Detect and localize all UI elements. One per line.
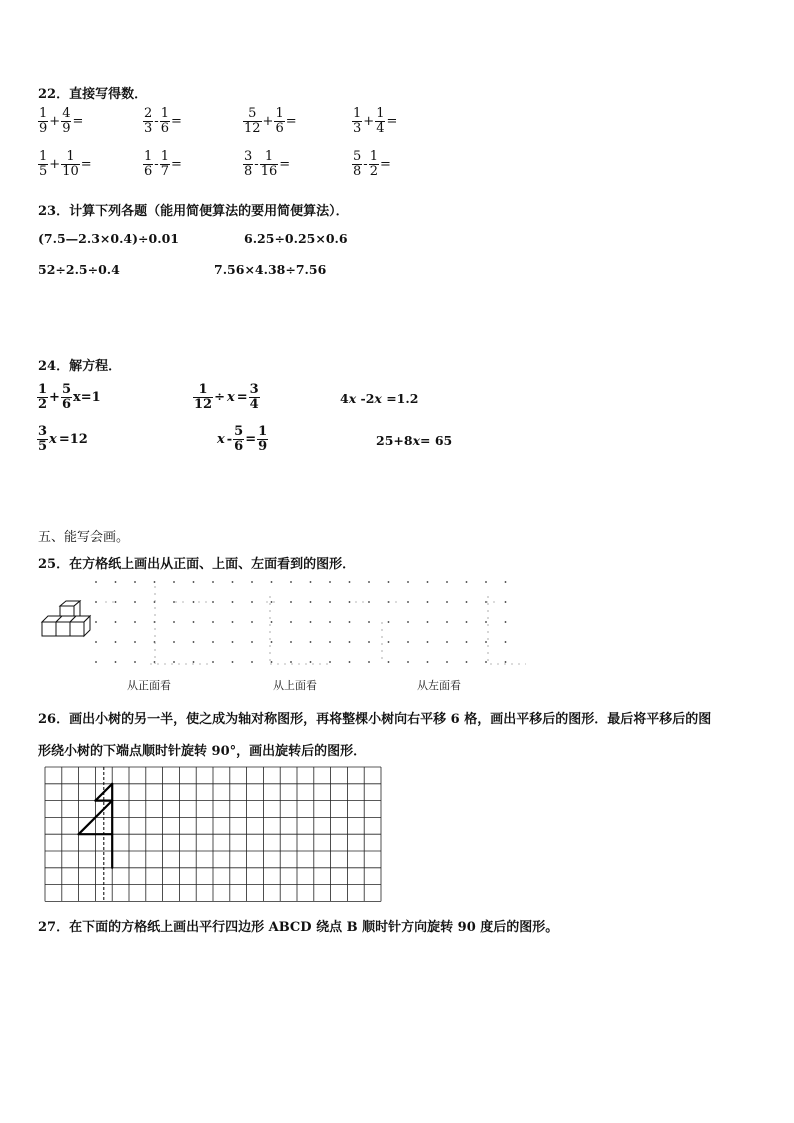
grid-dot <box>427 621 429 623</box>
grid-dot <box>349 621 351 623</box>
frac-num: 3 <box>38 424 48 439</box>
frac-num: 1 <box>353 106 362 121</box>
operator: - <box>154 157 159 172</box>
grid-dot <box>329 641 331 643</box>
grid-dot <box>368 621 370 623</box>
grid-dot <box>329 621 331 623</box>
operator: - <box>254 157 259 172</box>
frac-num: 1 <box>39 149 48 164</box>
frac-num: 3 <box>249 382 259 397</box>
tree-grid-paper <box>44 766 384 902</box>
q22-expression <box>143 150 183 179</box>
grid-dot <box>95 641 97 643</box>
operator: + <box>363 114 375 129</box>
operator: - <box>226 432 233 447</box>
grid-dot <box>271 641 273 643</box>
q24-equation-1 <box>37 383 102 412</box>
q23-item-2: 6.25÷0.25×0.6 <box>244 231 348 246</box>
q23-item-4: 7.56×4.38÷7.56 <box>214 262 327 277</box>
q26-title-line1: 26．画出小树的另一半，使之成为轴对称图形，再将整棵小树向右平移 6 格，画出平移后的图形．最后将平移后的图 <box>38 712 712 727</box>
top-view-label: 从上面看 <box>273 679 317 692</box>
grid-dot <box>368 641 370 643</box>
operator: + <box>49 390 60 405</box>
frac-num: 1 <box>258 424 268 439</box>
frac-den: 6 <box>160 121 169 136</box>
q22-expression <box>352 150 392 179</box>
grid-dot <box>115 601 117 603</box>
grid-dot <box>388 661 390 663</box>
grid-dot <box>173 581 175 583</box>
grid-dot <box>310 661 312 663</box>
grid-dot <box>115 581 117 583</box>
q22-title: 22．直接写得数． <box>38 87 148 102</box>
equals-sign: = <box>170 114 182 129</box>
grid-dot <box>329 601 331 603</box>
variable: x <box>374 391 382 406</box>
grid-dot <box>95 601 97 603</box>
grid-dot <box>251 581 253 583</box>
grid-dot <box>193 581 195 583</box>
grid-dot <box>485 641 487 643</box>
grid-dot <box>193 661 195 663</box>
grid-dot <box>505 661 507 663</box>
frac-num: 5 <box>353 149 362 164</box>
fraction <box>38 150 48 179</box>
grid-dot <box>446 621 448 623</box>
frac-den: 2 <box>38 397 48 412</box>
grid-dot <box>134 661 136 663</box>
equals-sign: = <box>236 390 248 405</box>
frac-den: 8 <box>244 164 253 179</box>
frac-num: 1 <box>160 106 169 121</box>
equals-sign: = <box>80 157 92 172</box>
frac-num: 1 <box>260 150 279 165</box>
fraction <box>352 150 362 179</box>
grid-dot <box>310 621 312 623</box>
fraction <box>352 107 362 136</box>
q24-equation-3 <box>340 391 418 406</box>
equals-sign: = <box>245 432 257 447</box>
left-view-label: 从左面看 <box>417 679 461 692</box>
grid-dot <box>310 641 312 643</box>
grid-dot <box>134 581 136 583</box>
grid-dot <box>290 641 292 643</box>
grid-dot <box>388 621 390 623</box>
grid-dot <box>310 581 312 583</box>
grid-dot <box>232 601 234 603</box>
grid-dot <box>212 601 214 603</box>
grid-dot <box>349 601 351 603</box>
section-title: 五、能写会画。 <box>38 530 130 545</box>
frac-den: 6 <box>234 439 244 454</box>
q24-title: 24．解方程． <box>38 359 122 374</box>
grid-dot <box>95 581 97 583</box>
grid-dot <box>212 641 214 643</box>
front-view-label: 从正面看 <box>127 679 171 692</box>
frac-num: 1 <box>369 149 378 164</box>
fraction <box>143 150 153 179</box>
operator: - <box>363 157 368 172</box>
grid-dot <box>427 661 429 663</box>
equation-tail: =1.2 <box>381 391 419 406</box>
equals-sign: = <box>285 114 297 129</box>
q23-title: 23．计算下列各题（能用简便算法的要用简便算法）． <box>38 204 349 219</box>
equals-sign: = <box>170 157 182 172</box>
grid-dot <box>388 641 390 643</box>
grid-dot <box>271 601 273 603</box>
frac-den: 5 <box>38 439 48 454</box>
equation-tail: =12 <box>58 432 88 447</box>
frac-num: 2 <box>144 106 153 121</box>
fraction <box>243 150 253 179</box>
frac-den: 6 <box>144 164 153 179</box>
grid-dot <box>271 581 273 583</box>
frac-den: 5 <box>39 164 48 179</box>
coefficient: 25+8 <box>376 433 413 448</box>
q26-title-line2: 形绕小树的下端点顺时针旋转 90°，画出旋转后的图形． <box>38 744 367 759</box>
frac-den: 12 <box>194 397 213 412</box>
variable: x <box>49 432 57 447</box>
dot-grid-paper <box>90 576 530 672</box>
equals-sign: = <box>72 114 84 129</box>
operator: ÷ <box>214 390 225 405</box>
frac-den: 6 <box>61 397 71 412</box>
equation-tail: x=1 <box>73 390 101 405</box>
frac-num: 1 <box>193 383 213 398</box>
variable: x <box>348 391 357 406</box>
grid-dot <box>505 601 507 603</box>
grid-dot <box>485 621 487 623</box>
frac-den: 8 <box>353 164 362 179</box>
grid-dot <box>427 641 429 643</box>
grid-dot <box>349 641 351 643</box>
fraction <box>61 107 71 136</box>
grid-dot <box>427 601 429 603</box>
grid-dot <box>173 621 175 623</box>
grid-dot <box>407 581 409 583</box>
grid-dot <box>329 581 331 583</box>
frac-den: 9 <box>258 439 268 454</box>
frac-num: 1 <box>275 106 284 121</box>
grid-dot <box>446 581 448 583</box>
grid-dot <box>173 601 175 603</box>
grid-dot <box>95 661 97 663</box>
grid-dot <box>505 641 507 643</box>
equals-sign: = <box>379 157 391 172</box>
frac-den: 7 <box>160 164 169 179</box>
grid-dot <box>466 581 468 583</box>
grid-dot <box>251 661 253 663</box>
equation-tail: = 65 <box>420 433 453 448</box>
fraction <box>274 107 284 136</box>
q22-expression <box>143 107 183 136</box>
grid-dot <box>232 641 234 643</box>
frac-den: 2 <box>369 164 378 179</box>
frac-num: 5 <box>243 107 262 122</box>
grid-dot <box>232 621 234 623</box>
variable: x <box>412 433 421 448</box>
grid-dot <box>466 601 468 603</box>
grid-dot <box>349 661 351 663</box>
q23-item-3: 52÷2.5÷0.4 <box>38 262 120 277</box>
frac-den: 12 <box>244 121 261 136</box>
grid-dot <box>485 661 487 663</box>
grid-dot <box>290 581 292 583</box>
frac-num: 4 <box>62 106 71 121</box>
coefficient: -2 <box>356 391 375 406</box>
grid-dot <box>251 601 253 603</box>
q24-equation-5 <box>216 425 268 454</box>
grid-dot <box>329 661 331 663</box>
grid-dot <box>115 641 117 643</box>
frac-den: 9 <box>39 121 48 136</box>
grid-dot <box>407 601 409 603</box>
frac-num: 1 <box>144 149 153 164</box>
fraction <box>375 107 385 136</box>
grid-dot <box>310 601 312 603</box>
grid-dot <box>212 581 214 583</box>
frac-num: 1 <box>160 149 169 164</box>
grid-dot <box>505 581 507 583</box>
grid-dot <box>368 581 370 583</box>
operator: + <box>49 114 61 129</box>
grid-dot <box>271 661 273 663</box>
q23-item-1: (7.5—2.3×0.4)÷0.01 <box>38 231 179 246</box>
grid-dot <box>173 661 175 663</box>
frac-num: 5 <box>61 382 71 397</box>
frac-den: 10 <box>62 164 79 179</box>
q22-expression <box>352 107 398 136</box>
grid-dot <box>251 621 253 623</box>
fraction <box>369 150 379 179</box>
frac-num: 1 <box>38 382 48 397</box>
grid-dot <box>446 661 448 663</box>
operator: + <box>49 157 61 172</box>
grid-dot <box>290 621 292 623</box>
grid-dot <box>115 621 117 623</box>
operator: - <box>154 114 159 129</box>
q25-title: 25．在方格纸上画出从正面、上面、左面看到的图形． <box>38 557 356 572</box>
variable: x <box>217 432 225 447</box>
grid-dot <box>232 581 234 583</box>
q22-expression <box>38 150 93 179</box>
grid-dot <box>212 621 214 623</box>
grid-dot <box>388 581 390 583</box>
grid-dot <box>193 621 195 623</box>
grid-dot <box>154 581 156 583</box>
grid-dot <box>485 581 487 583</box>
frac-num: 1 <box>39 106 48 121</box>
grid-dot <box>407 621 409 623</box>
q24-equation-6 <box>376 433 452 448</box>
grid-dot <box>446 641 448 643</box>
frac-den: 9 <box>62 121 71 136</box>
grid-dot <box>368 661 370 663</box>
q22-expression <box>243 150 291 179</box>
grid-dot <box>95 621 97 623</box>
operator: + <box>262 114 274 129</box>
grid-dot <box>134 621 136 623</box>
grid-dot <box>466 641 468 643</box>
variable: x <box>227 390 235 405</box>
q22-expression <box>243 107 298 136</box>
grid-dot <box>407 661 409 663</box>
fraction <box>160 107 170 136</box>
grid-dot <box>466 661 468 663</box>
grid-dot <box>173 641 175 643</box>
fraction <box>38 107 48 136</box>
grid-dot <box>290 601 292 603</box>
grid-dot <box>212 661 214 663</box>
grid-dot <box>251 641 253 643</box>
fraction <box>61 150 80 179</box>
equals-sign: = <box>386 114 398 129</box>
frac-den: 4 <box>249 397 259 412</box>
q22-expression <box>38 107 84 136</box>
grid-dot <box>466 621 468 623</box>
fraction <box>143 107 153 136</box>
grid-dot <box>115 661 117 663</box>
frac-den: 16 <box>260 164 278 179</box>
grid-dot <box>407 641 409 643</box>
coefficient: 4 <box>340 391 349 406</box>
grid-dot <box>271 621 273 623</box>
frac-den: 6 <box>275 121 284 136</box>
grid-dot <box>193 601 195 603</box>
frac-den: 3 <box>353 121 362 136</box>
grid-dot <box>290 661 292 663</box>
equals-sign: = <box>279 157 291 172</box>
grid-dot <box>505 621 507 623</box>
grid-dot <box>349 581 351 583</box>
grid-dot <box>154 661 156 663</box>
grid-dot <box>193 641 195 643</box>
fraction <box>243 107 262 136</box>
frac-num: 1 <box>61 150 80 165</box>
q24-equation-4 <box>37 425 89 454</box>
q24-equation-2 <box>193 383 260 412</box>
grid-dot <box>232 661 234 663</box>
frac-num: 1 <box>376 106 385 121</box>
grid-dot <box>134 641 136 643</box>
q27-title: 27．在下面的方格纸上画出平行四边形 ABCD 绕点 B 顺时针方向旋转 90 度后的图形。 <box>38 920 559 935</box>
frac-den: 4 <box>376 121 385 136</box>
fraction <box>160 150 170 179</box>
frac-num: 5 <box>234 424 244 439</box>
grid-dot <box>446 601 448 603</box>
frac-den: 3 <box>144 121 153 136</box>
grid-dot <box>134 601 136 603</box>
fraction <box>260 150 279 179</box>
frac-num: 3 <box>244 149 253 164</box>
grid-dot <box>427 581 429 583</box>
